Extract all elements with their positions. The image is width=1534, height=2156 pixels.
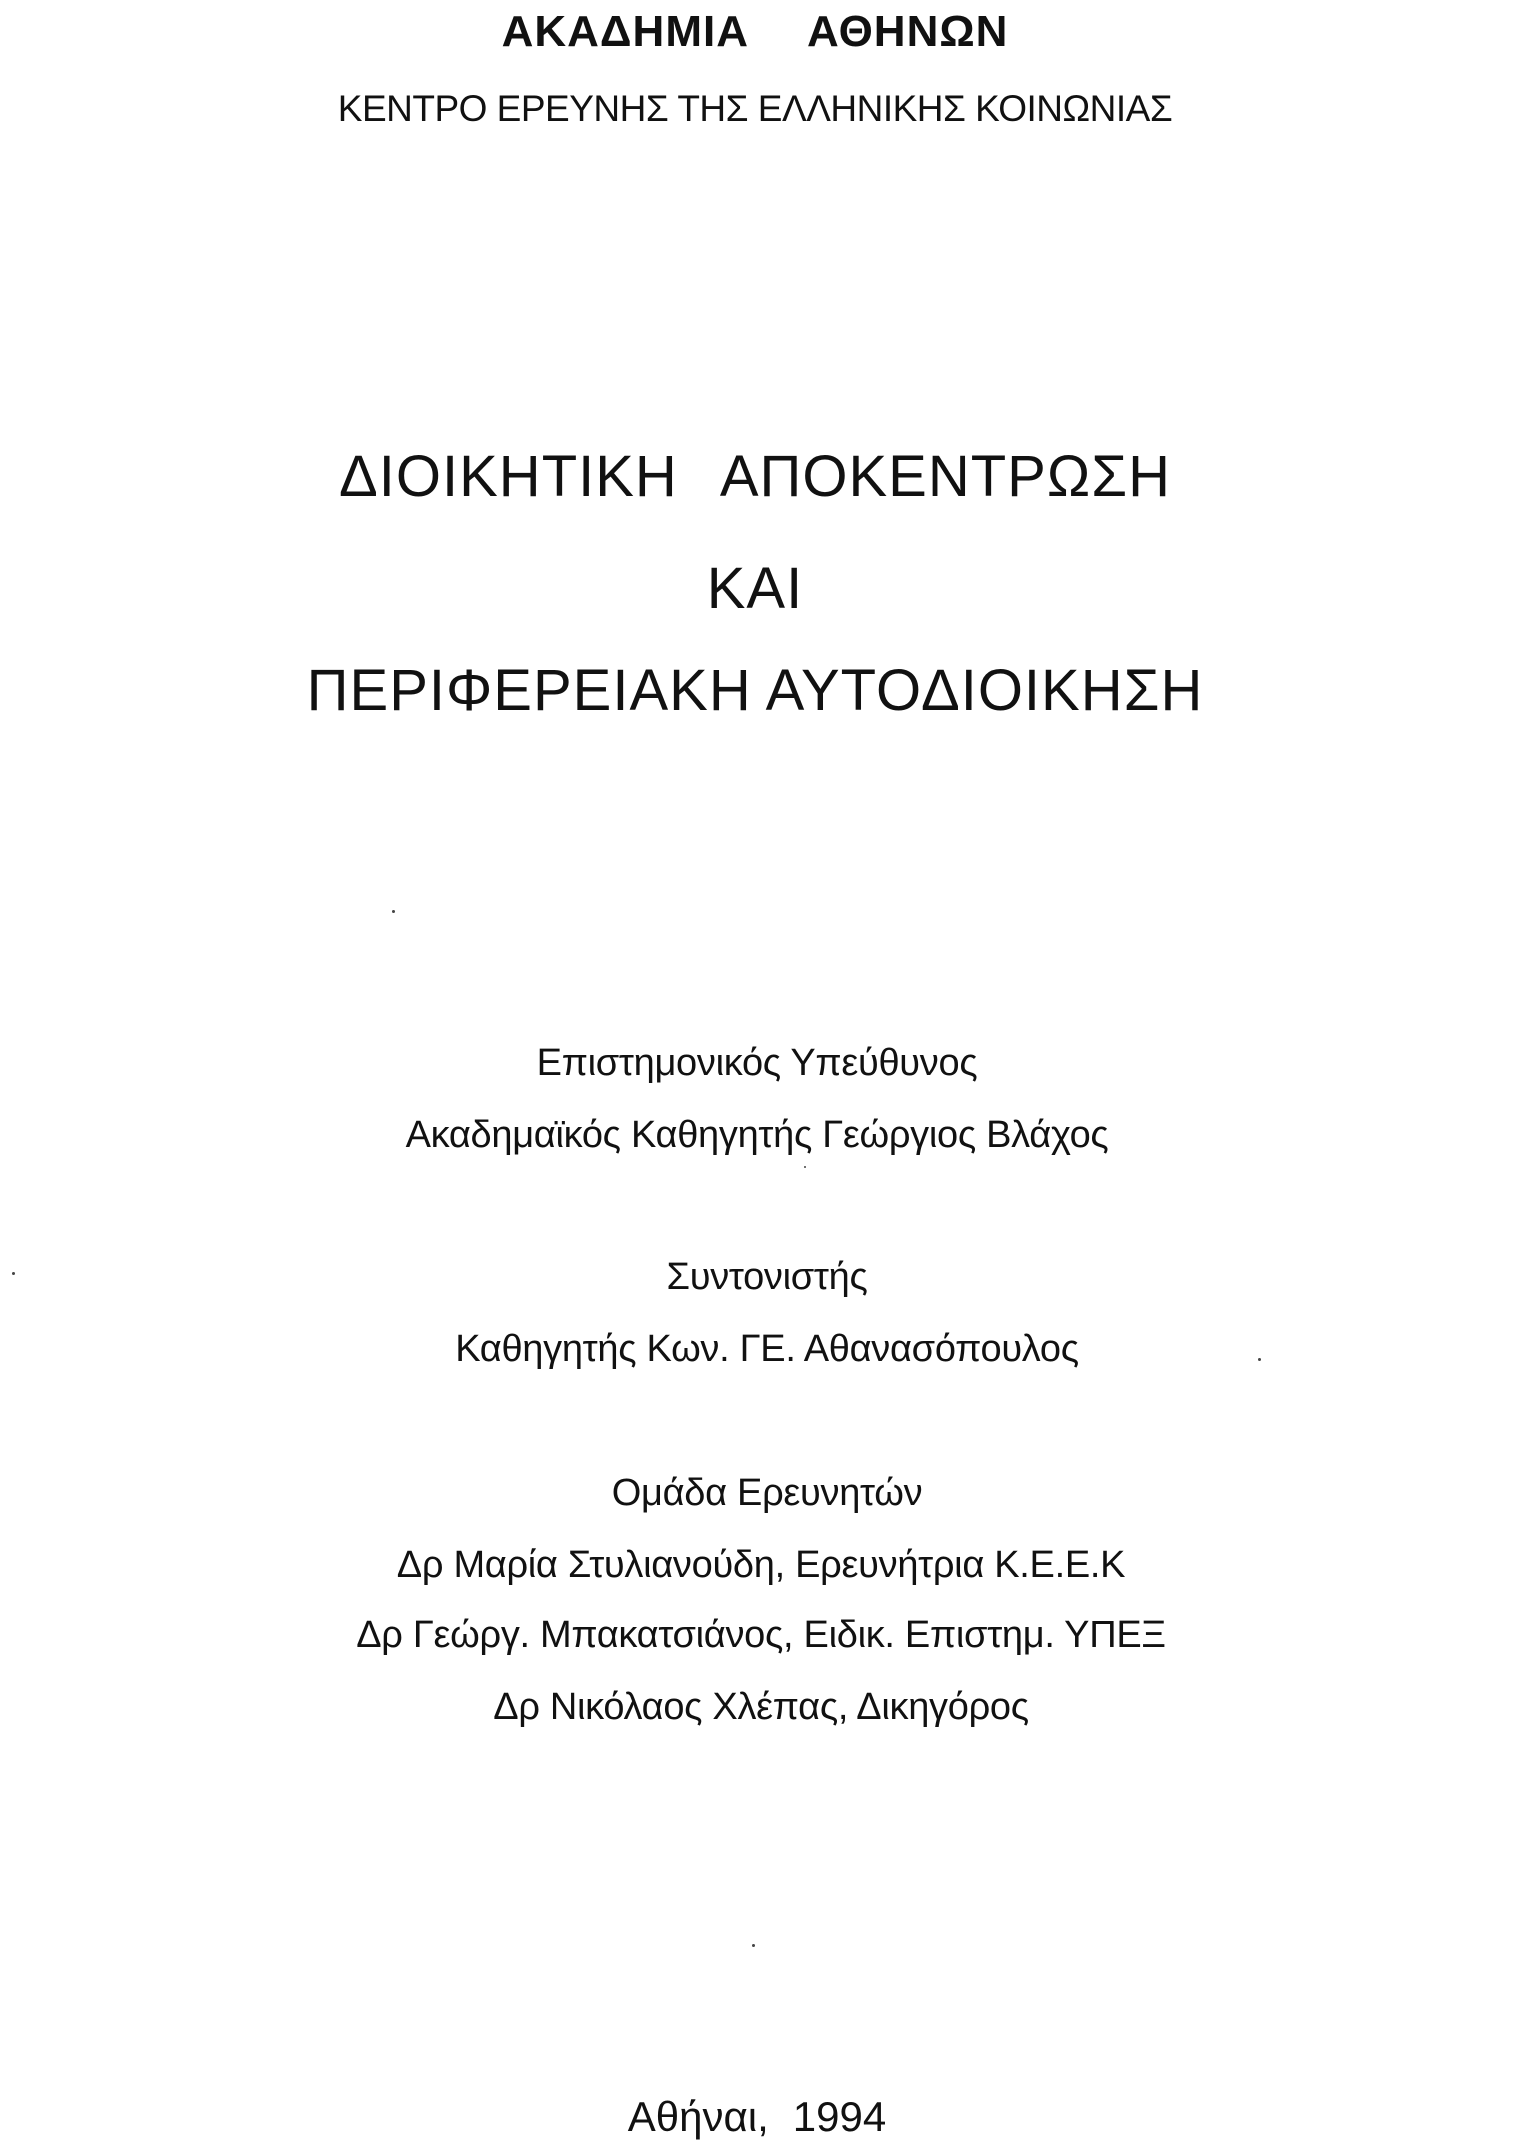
title-line-2: ΚΑΙ <box>706 556 804 621</box>
institution-name <box>0 7 1522 56</box>
scan-speck <box>752 1944 755 1947</box>
institution-name-part1: ΑΚΑΔΗΜΙΑ <box>501 7 749 56</box>
title-line-1 <box>0 444 1522 509</box>
research-team-role: Ομάδα Ερευνητών <box>611 1472 923 1514</box>
publication-place: Αθήναι, <box>627 2093 769 2140</box>
title-line-1-part2: ΑΠΟΚΕΝΤΡΩΣΗ <box>719 444 1171 509</box>
scan-speck <box>392 910 395 913</box>
scan-speck <box>804 1166 806 1168</box>
scientific-lead-name: Ακαδημαϊκός Καθηγητής Γεώργιος Βλάχος <box>405 1114 1109 1156</box>
team-member: Δρ Νικόλαος Χλέπας, Δικηγόρος <box>493 1686 1029 1728</box>
publication-year: 1994 <box>792 2093 887 2140</box>
coordinator-role: Συντονιστής <box>666 1256 868 1298</box>
research-center-name: ΚΕΝΤΡΟ ΕΡΕΥΝΗΣ ΤΗΣ ΕΛΛΗΝΙΚΗΣ ΚΟΙΝΩΝΙΑΣ <box>337 88 1173 129</box>
scan-speck <box>12 1272 15 1275</box>
team-member: Δρ Μαρία Στυλιανούδη, Ερευνήτρια Κ.Ε.Ε.Κ <box>396 1544 1126 1586</box>
scientific-lead-role: Επιστημονικός Υπεύθυνος <box>536 1042 978 1084</box>
coordinator-name: Καθηγητής Κων. ΓΕ. Αθανασόπουλος <box>455 1328 1079 1370</box>
title-line-1-part1: ΔΙΟΙΚΗΤΙΚΗ <box>339 444 678 509</box>
title-line-3: ΠΕΡΙΦΕΡΕΙΑΚΗ ΑΥΤΟΔΙΟΙΚΗΣΗ <box>306 658 1204 723</box>
team-member: Δρ Γεώργ. Μπακατσιάνος, Ειδικ. Επιστημ. ΥΠΕΞ <box>356 1614 1166 1656</box>
scan-speck <box>1258 1358 1261 1361</box>
place-and-date <box>0 2093 1524 2140</box>
institution-name-part2: ΑΘΗΝΩΝ <box>806 7 1009 56</box>
